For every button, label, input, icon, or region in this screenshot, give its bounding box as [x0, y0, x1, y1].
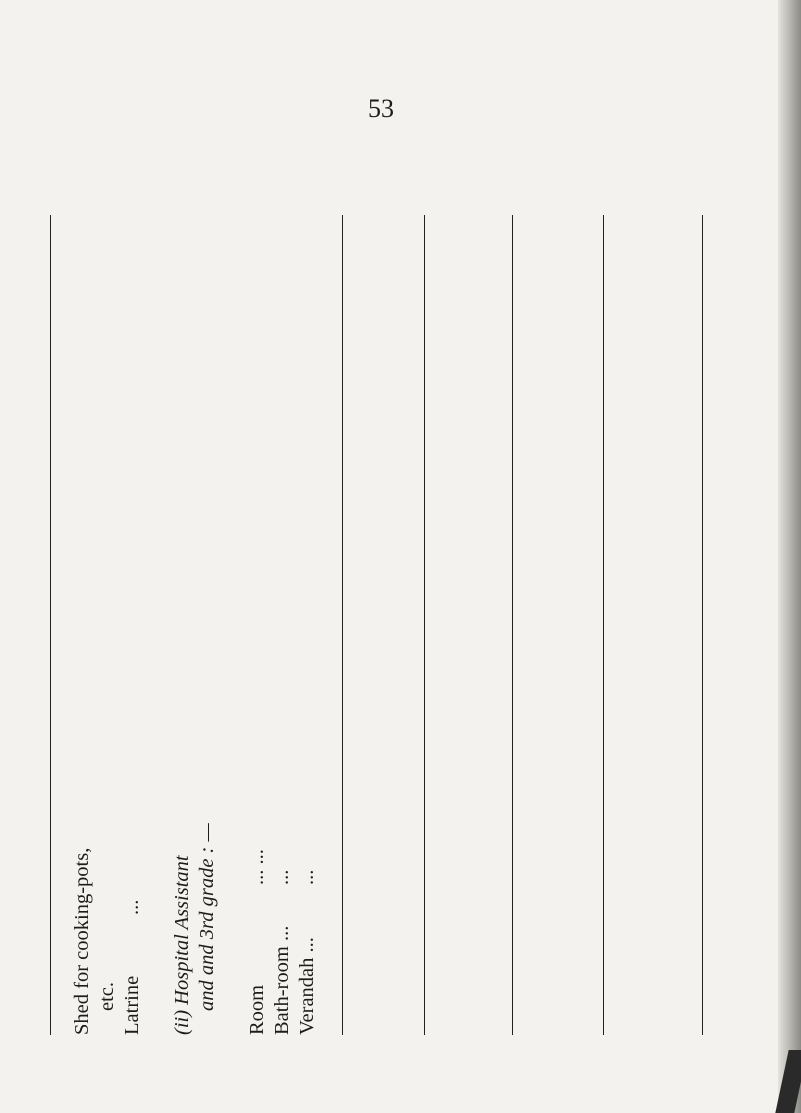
column-rule: [603, 215, 604, 1035]
row-desc: Shed for cooking-pots,: [71, 847, 93, 1035]
column-rule: [512, 215, 513, 1035]
column-rule: [424, 215, 425, 1035]
column-rule: [702, 215, 703, 1035]
row-desc: (ii) Hospital Assistant: [171, 855, 193, 1035]
row-desc: and and 3rd grade : —: [196, 823, 218, 1011]
row-desc: Bath-room ...: [271, 925, 293, 1035]
row-dots: ... ...: [246, 849, 268, 885]
page-edge: [778, 0, 801, 1113]
row-desc: Latrine: [121, 975, 143, 1035]
page-number: 53: [368, 94, 394, 123]
row-desc: etc.: [96, 981, 118, 1011]
rotated-table: [50, 215, 680, 1035]
description-column: [50, 215, 340, 1035]
row-desc: Room: [246, 984, 268, 1035]
row-desc: Verandah ...: [296, 937, 318, 1035]
row-dots: ...: [271, 869, 293, 885]
column-rule: [342, 215, 343, 1035]
row-dots: ...: [121, 899, 143, 915]
row-dots: ...: [296, 869, 318, 885]
